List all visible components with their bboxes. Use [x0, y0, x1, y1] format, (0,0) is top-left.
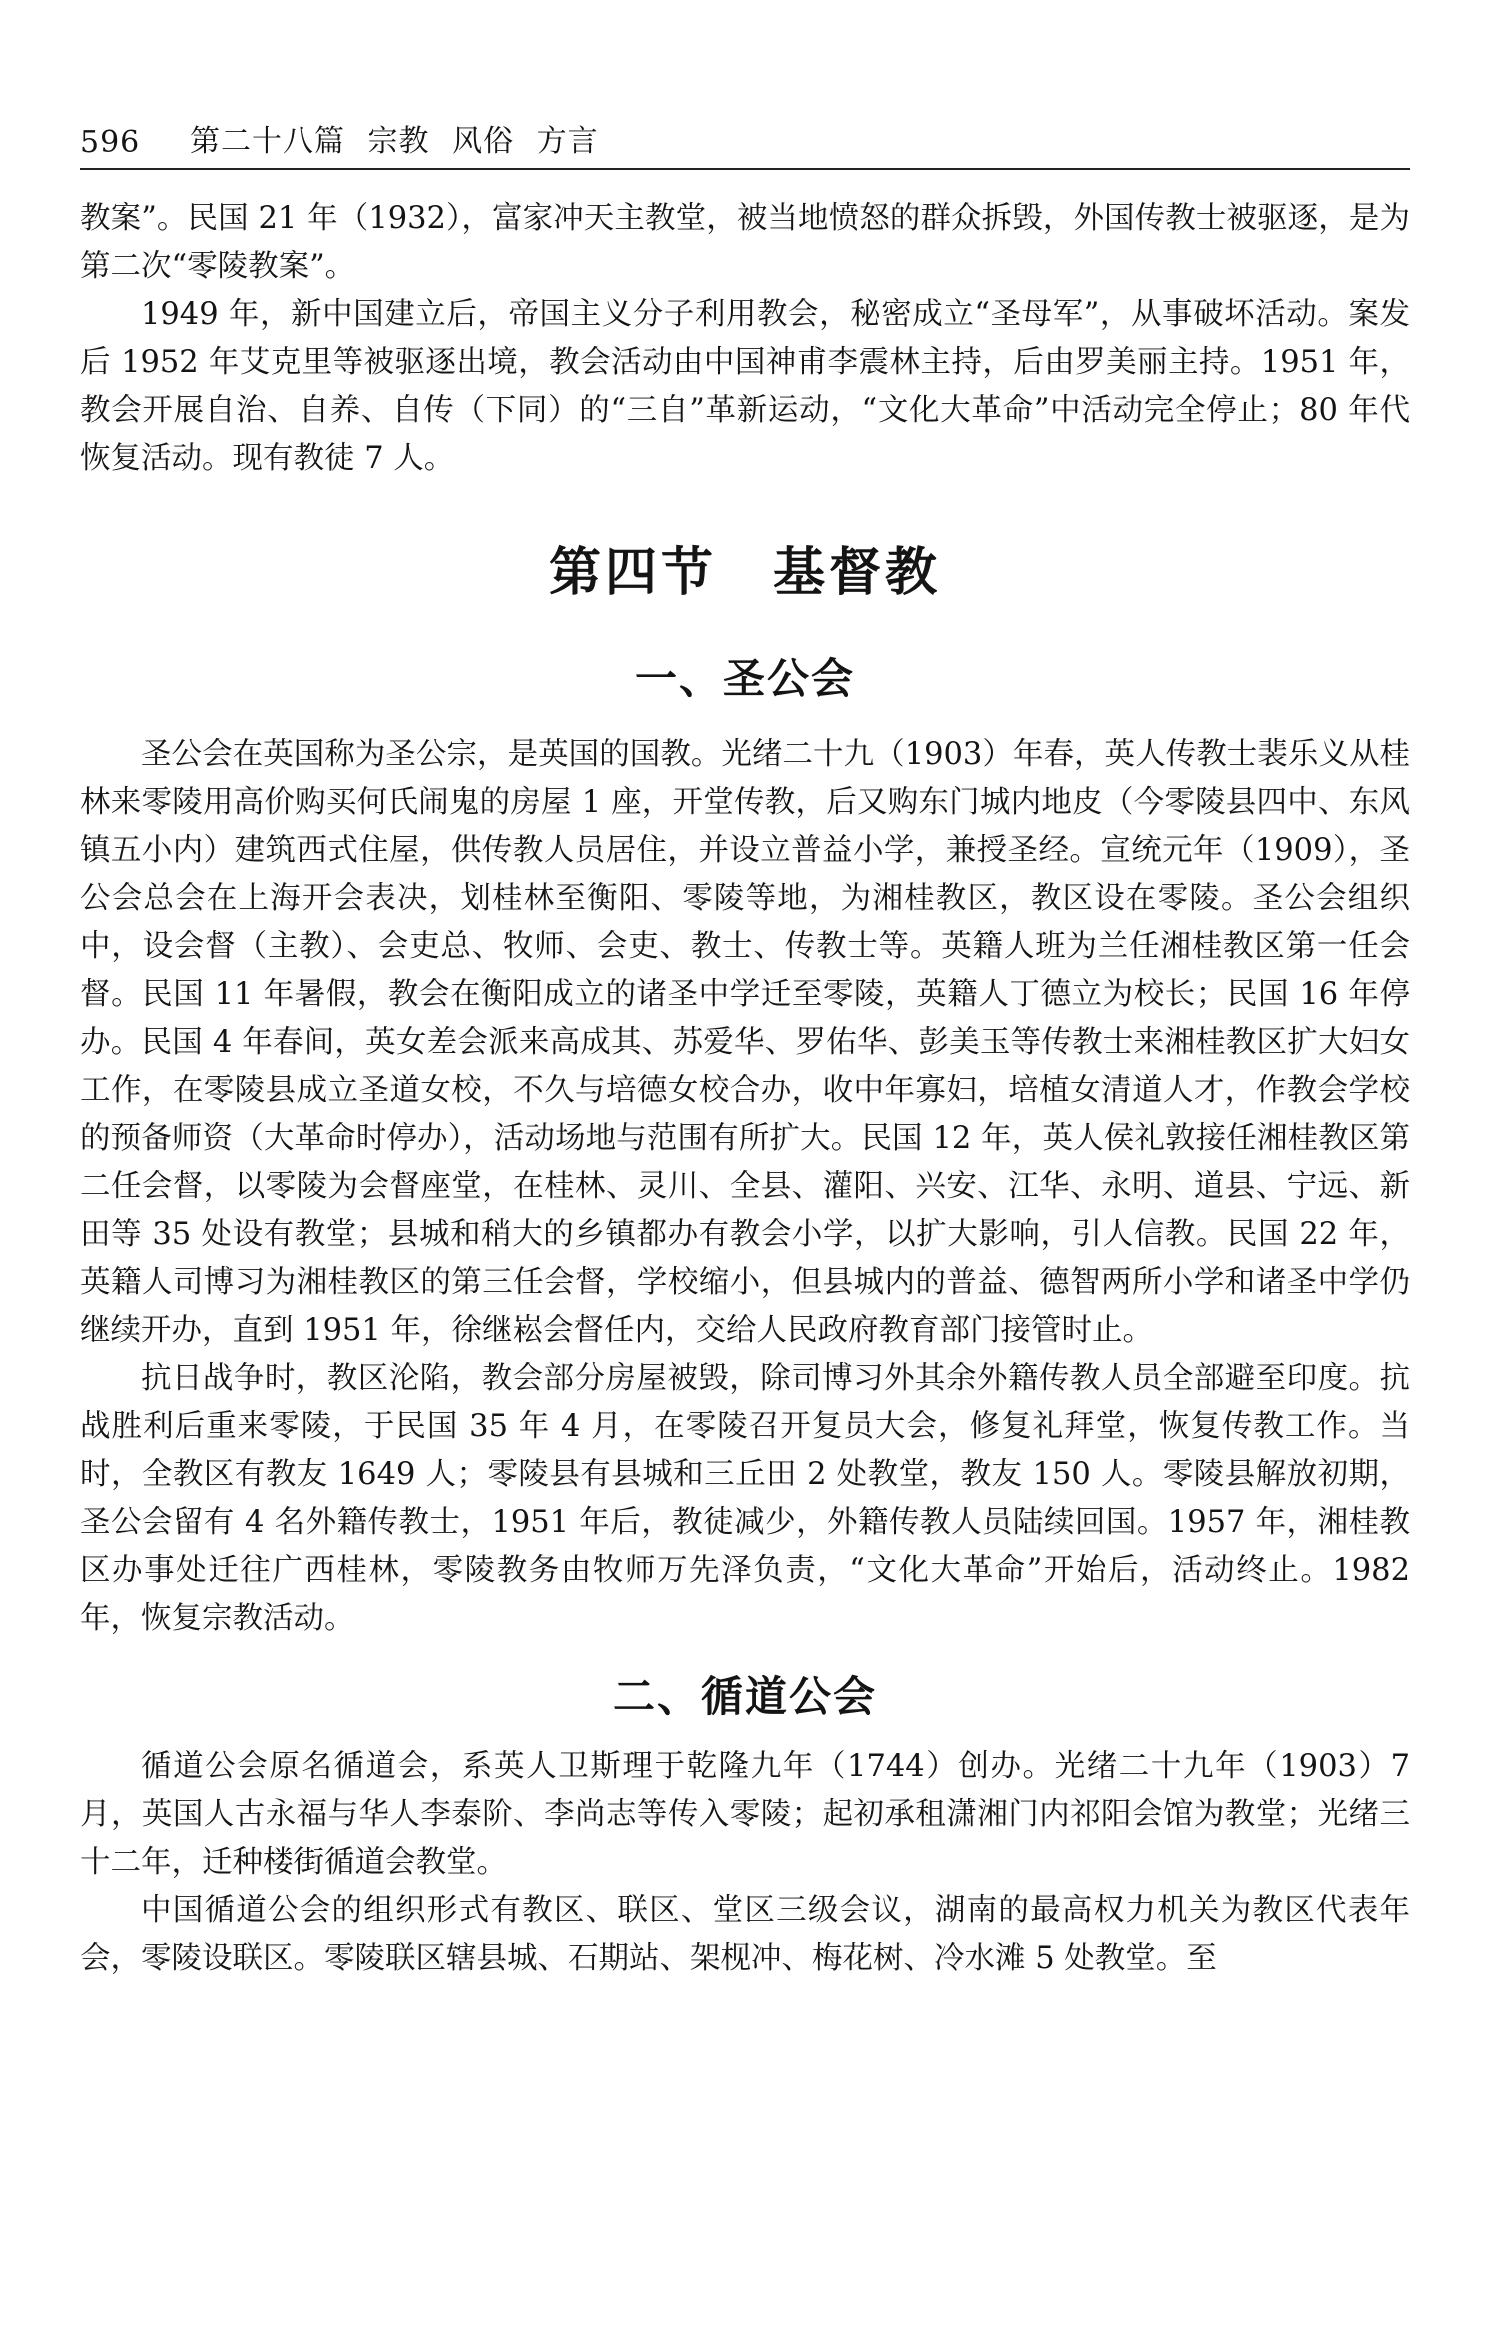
subsection-title-anglican: 一、圣公会 — [634, 654, 855, 703]
running-title: 第二十八篇 宗教 风俗 方言 — [190, 124, 599, 159]
paragraph: 抗日战争时，教区沦陷，教会部分房屋被毁，除司博习外其余外籍传教人员全部避至印度。抗战胜利后重来零陵，于民国 35 年 4 月，在零陵召开复员大会，修复礼拜堂，恢复传教工作。当时，全教区有教友 1649 人；零陵县有县城和三丘田 2 处教堂，教友 150 人。零陵县解放初期，圣公会留有 4 名外籍传教士，1951 年后，教徒减少，外籍传教人员陆续回国。1957 年，湘桂教区办事处迁往广西桂林，零陵教务由牧师万先泽负责，“文化大革命”开始后，活动终止。1982 年，恢复宗教活动。 — [80, 1361, 1410, 1636]
page-header — [80, 118, 1410, 170]
subsection-title-methodist: 二、循道公会 — [612, 1672, 877, 1721]
paragraph: 1949 年，新中国建立后，帝国主义分子利用教会，秘密成立“圣母军”，从事破坏活动。案发后 1952 年艾克里等被驱逐出境，教会活动由中国神甫李震林主持，后由罗美丽主持。1951 年，教会开展自治、自养、自传（下同）的“三自”革新运动，“文化大革命”中活动完全停止；80 年代恢复活动。现有教徒 7 人。 — [80, 297, 1410, 476]
paragraph: 圣公会在英国称为圣公宗，是英国的国教。光绪二十九（1903）年春，英人传教士裴乐义从桂林来零陵用高价购买何氏闹鬼的房屋 1 座，开堂传教，后又购东门城内地皮（今零陵县四中、东风镇五小内）建筑西式住屋，供传教人员居住，并设立普益小学，兼授圣经。宣统元年（1909），圣公会总会在上海开会表决，划桂林至衡阳、零陵等地，为湘桂教区，教区设在零陵。圣公会组织中，设会督（主教）、会吏总、牧师、会吏、教士、传教士等。英籍人班为兰任湘桂教区第一任会督。民国 11 年暑假，教会在衡阳成立的诸圣中学迁至零陵，英籍人丁德立为校长；民国 16 年停办。民国 4 年春间，英女差会派来高成其、苏爱华、罗佑华、彭美玉等传教士来湘桂教区扩大妇女工作，在零陵县成立圣道女校，不久与培德女校合办，收中年寡妇，培植女清道人才，作教会学校的预备师资（大革命时停办），活动场地与范围有所扩大。民国 12 年，英人侯礼敦接任湘桂教区第二任会督，以零陵为会督座堂，在桂林、灵川、全县、灌阳、兴安、江华、永明、道县、宁远、新田等 35 处设有教堂；县城和稍大的乡镇都办有教会小学，以扩大影响，引人信教。民国 22 年，英籍人司博习为湘桂教区的第三任会督，学校缩小，但县城内的普益、德智两所小学和诸圣中学仍继续开办，直到 1951 年，徐继崧会督任内，交给人民政府教育部门接管时止。 — [80, 737, 1410, 1348]
paragraph: 循道公会原名循道会，系英人卫斯理于乾隆九年（1744）创办。光绪二十九年（1903）7 月，英国人古永福与华人李泰阶、李尚志等传入零陵；起初承租潇湘门内祁阳会馆为教堂；光绪三十二年，迁种楼街循道会教堂。 — [80, 1749, 1410, 1880]
paragraph: 中国循道公会的组织形式有教区、联区、堂区三级会议，湖南的最高权力机关为教区代表年会，零陵设联区。零陵联区辖县城、石期站、架枧冲、梅花树、冷水滩 5 处教堂。至 — [80, 1893, 1410, 1976]
paragraph-continued: 教案”。民国 21 年（1932），富家冲天主教堂，被当地愤怒的群众拆毁，外国传教士被驱逐，是为第二次“零陵教案”。 — [80, 201, 1410, 284]
page-body — [80, 195, 1410, 1983]
page-number: 596 — [80, 125, 141, 160]
section-title: 第四节 基督教 — [548, 542, 941, 603]
